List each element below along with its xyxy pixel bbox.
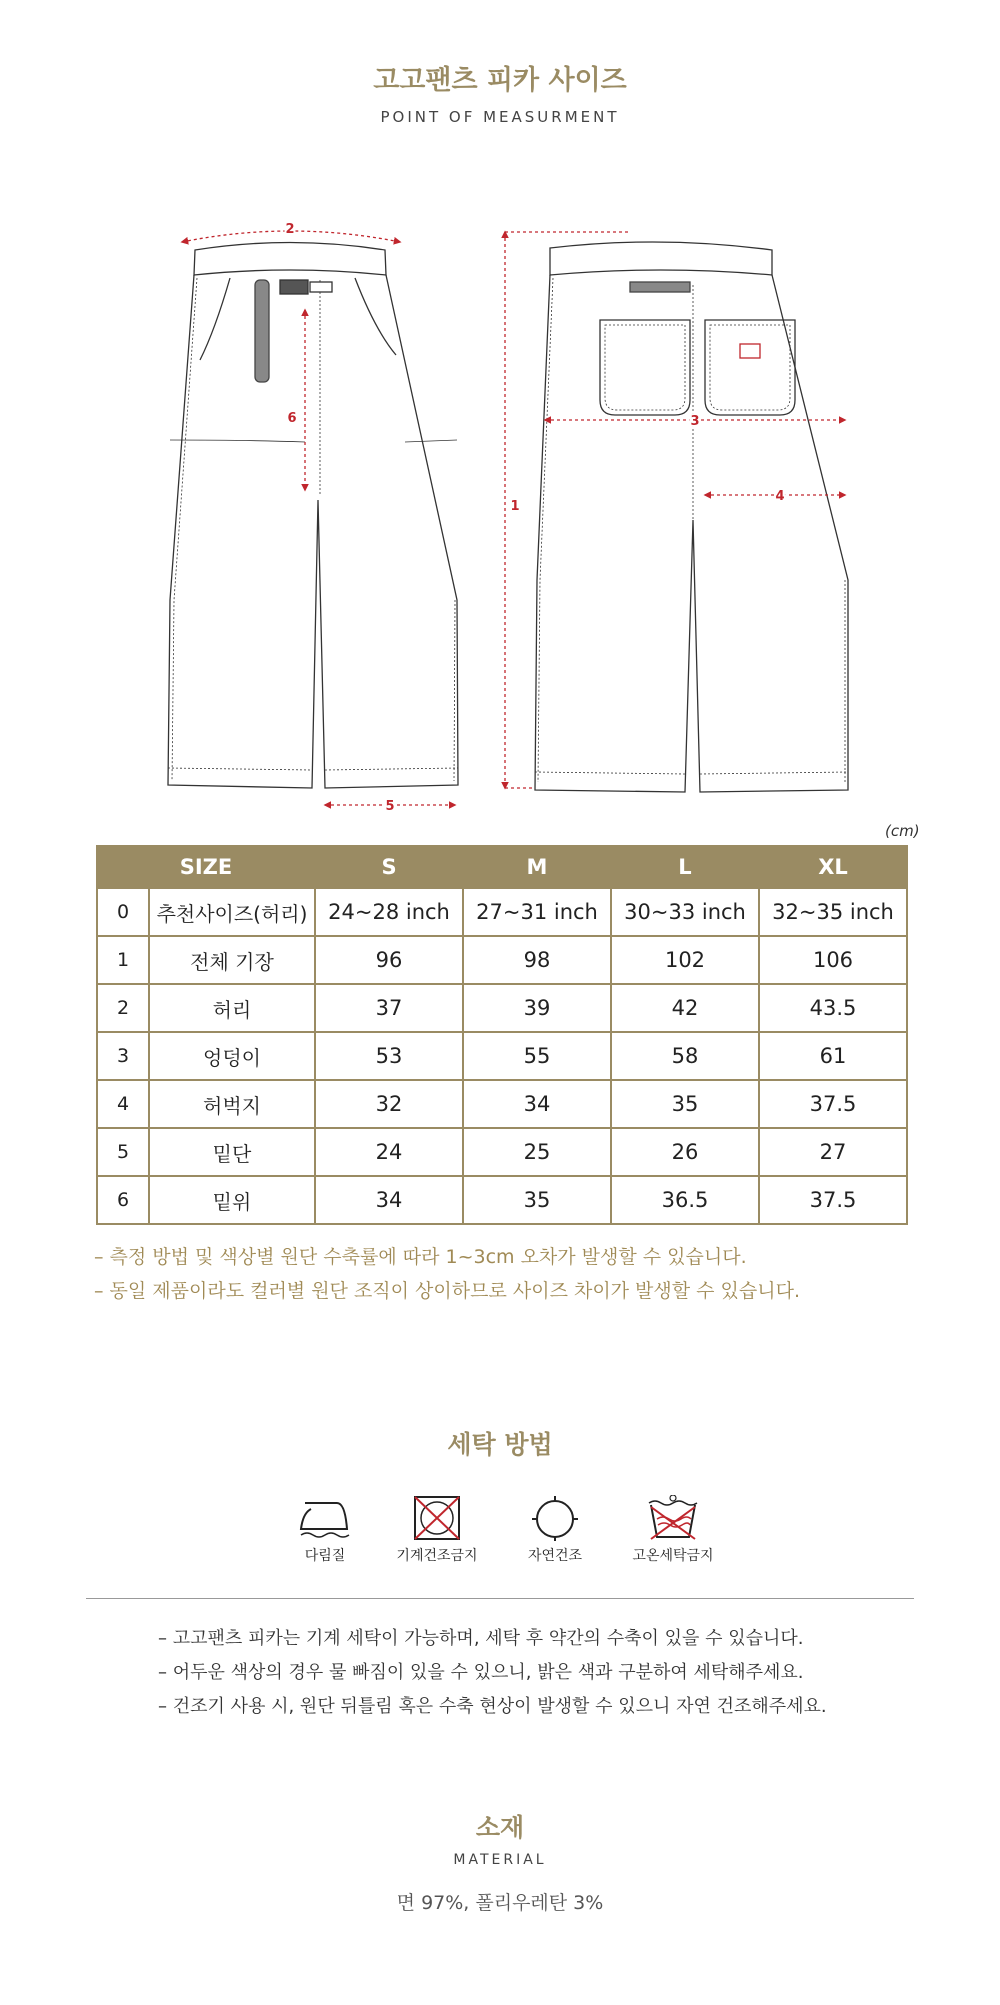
cell-value: 36.5: [611, 1176, 759, 1224]
care-item-natural-dry: [495, 1495, 615, 1565]
care-item-no-tumble-dry: [377, 1495, 497, 1565]
marker-5: 5: [385, 799, 395, 810]
pants-measurement-diagram: [160, 220, 860, 810]
cell-value: 102: [611, 936, 759, 984]
row-number: 5: [97, 1128, 149, 1176]
care-note: – 고고팬츠 피카는 기계 세탁이 가능하며, 세탁 후 약간의 수축이 있을 수 있습니다.: [158, 1628, 804, 1649]
row-number: 3: [97, 1032, 149, 1080]
cell-value: 34: [315, 1176, 463, 1224]
table-row: [97, 984, 907, 1032]
cell-value: 25: [463, 1128, 611, 1176]
cell-value: 26: [611, 1128, 759, 1176]
cell-value: 96: [315, 936, 463, 984]
cell-value: 43.5: [759, 984, 907, 1032]
table-row: [97, 1080, 907, 1128]
table-row: [97, 888, 907, 936]
care-item-iron: [265, 1495, 385, 1565]
row-label: 엉덩이: [149, 1032, 315, 1080]
cell-value: 24~28 inch: [315, 888, 463, 936]
table-row: [97, 1032, 907, 1080]
marker-6: 6: [287, 411, 297, 426]
iron-icon: [297, 1495, 353, 1541]
material-title: 소재: [475, 1813, 525, 1842]
row-label: 전체 기장: [149, 936, 315, 984]
cell-value: 32~35 inch: [759, 888, 907, 936]
row-number: 0: [97, 888, 149, 936]
cell-value: 53: [315, 1032, 463, 1080]
cell-value: 27~31 inch: [463, 888, 611, 936]
marker-1: 1: [510, 499, 520, 514]
page-title: 고고팬츠 피카 사이즈: [373, 65, 627, 96]
divider: [86, 1598, 914, 1599]
cell-value: 24: [315, 1128, 463, 1176]
cell-value: 34: [463, 1080, 611, 1128]
row-number: 2: [97, 984, 149, 1032]
row-number: 6: [97, 1176, 149, 1224]
no-hot-wash-icon: [645, 1495, 701, 1541]
cell-value: 39: [463, 984, 611, 1032]
row-number: 1: [97, 936, 149, 984]
cell-value: 27: [759, 1128, 907, 1176]
page-subtitle: POINT OF MEASURMENT: [380, 108, 620, 126]
header-s: S: [315, 846, 463, 888]
front-view: [168, 243, 458, 789]
cell-value: 106: [759, 936, 907, 984]
care-label: 자연건조: [527, 1548, 583, 1564]
material-subtitle: MATERIAL: [453, 1852, 547, 1868]
material-value: 면 97%, 폴리우레탄 3%: [396, 1892, 604, 1914]
size-notes: [94, 1240, 800, 1308]
size-table-header: [97, 846, 907, 888]
care-label: 기계건조금지: [396, 1548, 478, 1564]
cell-value: 61: [759, 1032, 907, 1080]
row-label: 추천사이즈(허리): [149, 888, 315, 936]
cell-value: 30~33 inch: [611, 888, 759, 936]
cell-value: 37.5: [759, 1176, 907, 1224]
row-label: 밑단: [149, 1128, 315, 1176]
size-note: – 동일 제품이라도 컬러별 원단 조직이 상이하므로 사이즈 차이가 발생할 수 있습니다.: [94, 1280, 801, 1302]
back-view: [535, 242, 848, 792]
care-title: 세탁 방법: [447, 1430, 553, 1459]
care-label: 고온세탁금지: [632, 1548, 714, 1564]
cell-value: 37.5: [759, 1080, 907, 1128]
care-notes: [158, 1622, 827, 1724]
header-m: M: [463, 846, 611, 888]
natural-dry-icon: [527, 1495, 583, 1541]
cell-value: 98: [463, 936, 611, 984]
care-note: – 건조기 사용 시, 원단 뒤틀림 혹은 수축 현상이 발생할 수 있으니 자연 건조해주세요.: [158, 1696, 827, 1717]
row-number: 4: [97, 1080, 149, 1128]
care-item-no-hot-wash: [613, 1495, 733, 1565]
measure-lines: [182, 231, 845, 805]
cell-value: 42: [611, 984, 759, 1032]
unit-label: (cm): [885, 822, 920, 840]
care-note: – 어두운 색상의 경우 물 빠짐이 있을 수 있으니, 밝은 색과 구분하여 세탁해주세요.: [158, 1662, 804, 1683]
row-label: 허리: [149, 984, 315, 1032]
row-label: 허벅지: [149, 1080, 315, 1128]
marker-2: 2: [285, 222, 295, 237]
care-label: 다림질: [304, 1548, 346, 1564]
marker-3: 3: [690, 414, 700, 429]
cell-value: 55: [463, 1032, 611, 1080]
marker-4: 4: [775, 489, 785, 504]
cell-value: 35: [611, 1080, 759, 1128]
row-label: 밑위: [149, 1176, 315, 1224]
no-tumble-dry-icon: [409, 1495, 465, 1541]
cell-value: 37: [315, 984, 463, 1032]
size-note: – 측정 방법 및 색상별 원단 수축률에 따라 1~3cm 오차가 발생할 수 있습니다.: [94, 1246, 747, 1268]
table-row: [97, 936, 907, 984]
size-table: [96, 845, 908, 1225]
header-xl: XL: [759, 846, 907, 888]
header-size: SIZE: [97, 846, 315, 888]
cell-value: 35: [463, 1176, 611, 1224]
table-row: [97, 1176, 907, 1224]
header-l: L: [611, 846, 759, 888]
cell-value: 32: [315, 1080, 463, 1128]
table-row: [97, 1128, 907, 1176]
cell-value: 58: [611, 1032, 759, 1080]
